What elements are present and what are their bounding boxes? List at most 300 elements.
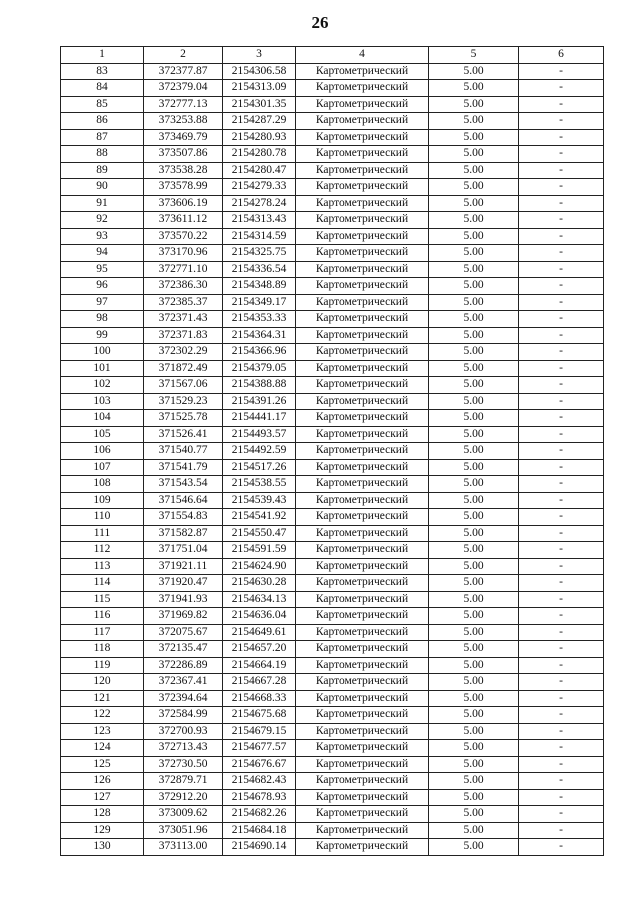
cell-x-coordinate: 373113.00 (144, 839, 223, 856)
table-row (61, 410, 604, 427)
cell-note: - (519, 212, 604, 229)
cell-point-number: 93 (61, 228, 144, 245)
cell-note: - (519, 459, 604, 476)
cell-y-coordinate: 2154314.59 (223, 228, 296, 245)
table-row (61, 179, 604, 196)
cell-note: - (519, 294, 604, 311)
table-row (61, 657, 604, 674)
cell-y-coordinate: 2154313.43 (223, 212, 296, 229)
cell-accuracy: 5.00 (429, 129, 519, 146)
cell-note: - (519, 773, 604, 790)
cell-x-coordinate: 371969.82 (144, 608, 223, 625)
cell-y-coordinate: 2154682.43 (223, 773, 296, 790)
cell-accuracy: 5.00 (429, 674, 519, 691)
cell-note: - (519, 179, 604, 196)
cell-point-number: 129 (61, 822, 144, 839)
cell-method: Картометрический (296, 96, 429, 113)
cell-method: Картометрический (296, 756, 429, 773)
cell-x-coordinate: 373570.22 (144, 228, 223, 245)
cell-x-coordinate: 371554.83 (144, 509, 223, 526)
table-row (61, 162, 604, 179)
cell-point-number: 128 (61, 806, 144, 823)
cell-x-coordinate: 372777.13 (144, 96, 223, 113)
cell-note: - (519, 96, 604, 113)
cell-y-coordinate: 2154541.92 (223, 509, 296, 526)
cell-note: - (519, 360, 604, 377)
cell-method: Картометрический (296, 657, 429, 674)
column-header: 1 (61, 47, 144, 64)
cell-method: Картометрический (296, 492, 429, 509)
cell-x-coordinate: 372584.99 (144, 707, 223, 724)
cell-y-coordinate: 2154280.78 (223, 146, 296, 163)
cell-x-coordinate: 373009.62 (144, 806, 223, 823)
cell-point-number: 87 (61, 129, 144, 146)
cell-note: - (519, 278, 604, 295)
cell-y-coordinate: 2154550.47 (223, 525, 296, 542)
cell-accuracy: 5.00 (429, 476, 519, 493)
cell-method: Картометрический (296, 228, 429, 245)
cell-y-coordinate: 2154379.05 (223, 360, 296, 377)
cell-y-coordinate: 2154348.89 (223, 278, 296, 295)
cell-point-number: 109 (61, 492, 144, 509)
cell-note: - (519, 509, 604, 526)
table-row (61, 525, 604, 542)
cell-note: - (519, 80, 604, 97)
cell-method: Картометрический (296, 344, 429, 361)
cell-x-coordinate: 372385.37 (144, 294, 223, 311)
cell-accuracy: 5.00 (429, 443, 519, 460)
table-row (61, 756, 604, 773)
cell-method: Картометрический (296, 80, 429, 97)
cell-note: - (519, 327, 604, 344)
cell-method: Картометрический (296, 707, 429, 724)
cell-y-coordinate: 2154675.68 (223, 707, 296, 724)
cell-y-coordinate: 2154684.18 (223, 822, 296, 839)
cell-accuracy: 5.00 (429, 113, 519, 130)
cell-note: - (519, 129, 604, 146)
cell-point-number: 122 (61, 707, 144, 724)
cell-accuracy: 5.00 (429, 80, 519, 97)
cell-method: Картометрический (296, 525, 429, 542)
cell-method: Картометрический (296, 740, 429, 757)
cell-accuracy: 5.00 (429, 228, 519, 245)
cell-method: Картометрический (296, 212, 429, 229)
table-row (61, 377, 604, 394)
cell-x-coordinate: 372075.67 (144, 624, 223, 641)
cell-accuracy: 5.00 (429, 492, 519, 509)
table-row (61, 558, 604, 575)
cell-accuracy: 5.00 (429, 608, 519, 625)
table-row (61, 195, 604, 212)
cell-point-number: 130 (61, 839, 144, 856)
cell-note: - (519, 410, 604, 427)
cell-accuracy: 5.00 (429, 591, 519, 608)
cell-method: Картометрический (296, 377, 429, 394)
cell-x-coordinate: 373578.99 (144, 179, 223, 196)
cell-point-number: 91 (61, 195, 144, 212)
cell-point-number: 115 (61, 591, 144, 608)
table-row (61, 740, 604, 757)
cell-point-number: 126 (61, 773, 144, 790)
cell-note: - (519, 624, 604, 641)
cell-point-number: 121 (61, 690, 144, 707)
cell-point-number: 114 (61, 575, 144, 592)
cell-y-coordinate: 2154679.15 (223, 723, 296, 740)
cell-y-coordinate: 2154349.17 (223, 294, 296, 311)
cell-accuracy: 5.00 (429, 96, 519, 113)
cell-x-coordinate: 371567.06 (144, 377, 223, 394)
cell-y-coordinate: 2154667.28 (223, 674, 296, 691)
cell-x-coordinate: 372377.87 (144, 63, 223, 80)
cell-x-coordinate: 371529.23 (144, 393, 223, 410)
cell-point-number: 96 (61, 278, 144, 295)
cell-method: Картометрический (296, 773, 429, 790)
cell-method: Картометрический (296, 690, 429, 707)
cell-note: - (519, 377, 604, 394)
cell-method: Картометрический (296, 410, 429, 427)
cell-method: Картометрический (296, 146, 429, 163)
table-header-row (61, 47, 604, 64)
cell-method: Картометрический (296, 723, 429, 740)
cell-point-number: 98 (61, 311, 144, 328)
cell-note: - (519, 195, 604, 212)
cell-y-coordinate: 2154677.57 (223, 740, 296, 757)
table-row (61, 806, 604, 823)
cell-accuracy: 5.00 (429, 690, 519, 707)
table-row (61, 63, 604, 80)
cell-y-coordinate: 2154682.26 (223, 806, 296, 823)
cell-method: Картометрический (296, 641, 429, 658)
cell-note: - (519, 393, 604, 410)
cell-note: - (519, 674, 604, 691)
cell-x-coordinate: 373253.88 (144, 113, 223, 130)
cell-accuracy: 5.00 (429, 542, 519, 559)
cell-note: - (519, 525, 604, 542)
table-row (61, 624, 604, 641)
table-row (61, 80, 604, 97)
cell-x-coordinate: 371920.47 (144, 575, 223, 592)
table-row (61, 261, 604, 278)
table-row (61, 509, 604, 526)
cell-y-coordinate: 2154664.19 (223, 657, 296, 674)
cell-y-coordinate: 2154678.93 (223, 789, 296, 806)
cell-y-coordinate: 2154391.26 (223, 393, 296, 410)
cell-y-coordinate: 2154493.57 (223, 426, 296, 443)
cell-y-coordinate: 2154306.58 (223, 63, 296, 80)
cell-note: - (519, 228, 604, 245)
cell-note: - (519, 756, 604, 773)
cell-point-number: 124 (61, 740, 144, 757)
cell-method: Картометрический (296, 129, 429, 146)
cell-note: - (519, 443, 604, 460)
cell-note: - (519, 839, 604, 856)
cell-y-coordinate: 2154538.55 (223, 476, 296, 493)
cell-point-number: 84 (61, 80, 144, 97)
cell-accuracy: 5.00 (429, 278, 519, 295)
cell-note: - (519, 261, 604, 278)
cell-note: - (519, 641, 604, 658)
cell-accuracy: 5.00 (429, 641, 519, 658)
cell-accuracy: 5.00 (429, 360, 519, 377)
cell-point-number: 103 (61, 393, 144, 410)
cell-point-number: 99 (61, 327, 144, 344)
cell-point-number: 89 (61, 162, 144, 179)
cell-x-coordinate: 372371.43 (144, 311, 223, 328)
cell-x-coordinate: 371546.64 (144, 492, 223, 509)
table-row (61, 443, 604, 460)
cell-accuracy: 5.00 (429, 261, 519, 278)
table-row (61, 228, 604, 245)
table-row (61, 641, 604, 658)
cell-method: Картометрический (296, 591, 429, 608)
cell-y-coordinate: 2154388.88 (223, 377, 296, 394)
cell-accuracy: 5.00 (429, 806, 519, 823)
cell-method: Картометрический (296, 261, 429, 278)
cell-y-coordinate: 2154492.59 (223, 443, 296, 460)
cell-note: - (519, 723, 604, 740)
cell-x-coordinate: 371526.41 (144, 426, 223, 443)
cell-point-number: 100 (61, 344, 144, 361)
cell-method: Картометрический (296, 608, 429, 625)
cell-x-coordinate: 372135.47 (144, 641, 223, 658)
table-row (61, 146, 604, 163)
cell-note: - (519, 608, 604, 625)
cell-method: Картометрический (296, 113, 429, 130)
cell-note: - (519, 690, 604, 707)
cell-y-coordinate: 2154690.14 (223, 839, 296, 856)
cell-accuracy: 5.00 (429, 212, 519, 229)
cell-accuracy: 5.00 (429, 377, 519, 394)
cell-method: Картометрический (296, 789, 429, 806)
column-header: 4 (296, 47, 429, 64)
cell-method: Картометрический (296, 63, 429, 80)
cell-accuracy: 5.00 (429, 146, 519, 163)
cell-point-number: 119 (61, 657, 144, 674)
table-row (61, 294, 604, 311)
table-row (61, 492, 604, 509)
cell-method: Картометрический (296, 179, 429, 196)
cell-x-coordinate: 373051.96 (144, 822, 223, 839)
cell-accuracy: 5.00 (429, 459, 519, 476)
cell-method: Картометрический (296, 278, 429, 295)
column-header: 6 (519, 47, 604, 64)
cell-y-coordinate: 2154668.33 (223, 690, 296, 707)
cell-x-coordinate: 373507.86 (144, 146, 223, 163)
cell-y-coordinate: 2154301.35 (223, 96, 296, 113)
table-row (61, 707, 604, 724)
table-row (61, 278, 604, 295)
cell-note: - (519, 492, 604, 509)
cell-x-coordinate: 373611.12 (144, 212, 223, 229)
cell-y-coordinate: 2154676.67 (223, 756, 296, 773)
cell-method: Картометрический (296, 162, 429, 179)
cell-accuracy: 5.00 (429, 822, 519, 839)
cell-y-coordinate: 2154287.29 (223, 113, 296, 130)
cell-y-coordinate: 2154336.54 (223, 261, 296, 278)
cell-x-coordinate: 372713.43 (144, 740, 223, 757)
cell-x-coordinate: 371525.78 (144, 410, 223, 427)
cell-x-coordinate: 372700.93 (144, 723, 223, 740)
cell-accuracy: 5.00 (429, 558, 519, 575)
cell-x-coordinate: 371941.93 (144, 591, 223, 608)
cell-method: Картометрический (296, 476, 429, 493)
cell-accuracy: 5.00 (429, 294, 519, 311)
cell-accuracy: 5.00 (429, 525, 519, 542)
cell-note: - (519, 789, 604, 806)
cell-point-number: 117 (61, 624, 144, 641)
table-row (61, 113, 604, 130)
cell-y-coordinate: 2154280.47 (223, 162, 296, 179)
cell-x-coordinate: 372302.29 (144, 344, 223, 361)
cell-y-coordinate: 2154325.75 (223, 245, 296, 262)
cell-y-coordinate: 2154624.90 (223, 558, 296, 575)
cell-accuracy: 5.00 (429, 426, 519, 443)
cell-x-coordinate: 371541.79 (144, 459, 223, 476)
cell-accuracy: 5.00 (429, 723, 519, 740)
cell-method: Картометрический (296, 509, 429, 526)
cell-y-coordinate: 2154364.31 (223, 327, 296, 344)
cell-x-coordinate: 372912.20 (144, 789, 223, 806)
table-row (61, 690, 604, 707)
cell-note: - (519, 806, 604, 823)
cell-accuracy: 5.00 (429, 789, 519, 806)
table-row (61, 129, 604, 146)
cell-x-coordinate: 372730.50 (144, 756, 223, 773)
table-row (61, 575, 604, 592)
cell-point-number: 102 (61, 377, 144, 394)
cell-y-coordinate: 2154636.04 (223, 608, 296, 625)
cell-x-coordinate: 371543.54 (144, 476, 223, 493)
cell-note: - (519, 63, 604, 80)
cell-x-coordinate: 371540.77 (144, 443, 223, 460)
column-header: 5 (429, 47, 519, 64)
table-row (61, 327, 604, 344)
table-row (61, 393, 604, 410)
table-row (61, 459, 604, 476)
cell-point-number: 112 (61, 542, 144, 559)
table-row (61, 674, 604, 691)
cell-note: - (519, 707, 604, 724)
cell-accuracy: 5.00 (429, 839, 519, 856)
table-row (61, 839, 604, 856)
cell-accuracy: 5.00 (429, 575, 519, 592)
cell-x-coordinate: 372879.71 (144, 773, 223, 790)
cell-x-coordinate: 372367.41 (144, 674, 223, 691)
cell-y-coordinate: 2154278.24 (223, 195, 296, 212)
table-row (61, 426, 604, 443)
cell-point-number: 85 (61, 96, 144, 113)
cell-y-coordinate: 2154313.09 (223, 80, 296, 97)
cell-accuracy: 5.00 (429, 63, 519, 80)
column-header: 2 (144, 47, 223, 64)
table-row (61, 344, 604, 361)
cell-x-coordinate: 372286.89 (144, 657, 223, 674)
cell-y-coordinate: 2154280.93 (223, 129, 296, 146)
cell-accuracy: 5.00 (429, 195, 519, 212)
cell-method: Картометрический (296, 558, 429, 575)
cell-point-number: 86 (61, 113, 144, 130)
cell-accuracy: 5.00 (429, 393, 519, 410)
cell-y-coordinate: 2154517.26 (223, 459, 296, 476)
cell-method: Картометрический (296, 459, 429, 476)
cell-method: Картометрический (296, 624, 429, 641)
cell-point-number: 113 (61, 558, 144, 575)
cell-point-number: 101 (61, 360, 144, 377)
cell-y-coordinate: 2154366.96 (223, 344, 296, 361)
cell-method: Картометрический (296, 294, 429, 311)
cell-point-number: 107 (61, 459, 144, 476)
table-row (61, 96, 604, 113)
cell-method: Картометрический (296, 311, 429, 328)
cell-note: - (519, 740, 604, 757)
cell-y-coordinate: 2154634.13 (223, 591, 296, 608)
table-row (61, 212, 604, 229)
cell-accuracy: 5.00 (429, 773, 519, 790)
table-row (61, 789, 604, 806)
table-row (61, 822, 604, 839)
cell-y-coordinate: 2154441.17 (223, 410, 296, 427)
cell-point-number: 118 (61, 641, 144, 658)
cell-point-number: 123 (61, 723, 144, 740)
cell-method: Картометрический (296, 245, 429, 262)
table-body (61, 63, 604, 855)
cell-y-coordinate: 2154591.59 (223, 542, 296, 559)
cell-note: - (519, 657, 604, 674)
cell-accuracy: 5.00 (429, 740, 519, 757)
cell-x-coordinate: 372386.30 (144, 278, 223, 295)
coordinates-table (60, 46, 604, 856)
cell-note: - (519, 311, 604, 328)
cell-accuracy: 5.00 (429, 624, 519, 641)
cell-note: - (519, 162, 604, 179)
cell-method: Картометрический (296, 426, 429, 443)
cell-y-coordinate: 2154649.61 (223, 624, 296, 641)
table-row (61, 476, 604, 493)
cell-point-number: 105 (61, 426, 144, 443)
cell-note: - (519, 558, 604, 575)
cell-note: - (519, 591, 604, 608)
cell-point-number: 108 (61, 476, 144, 493)
cell-note: - (519, 146, 604, 163)
cell-point-number: 116 (61, 608, 144, 625)
column-header: 3 (223, 47, 296, 64)
cell-point-number: 110 (61, 509, 144, 526)
cell-x-coordinate: 372771.10 (144, 261, 223, 278)
cell-point-number: 125 (61, 756, 144, 773)
cell-point-number: 95 (61, 261, 144, 278)
table-row (61, 311, 604, 328)
cell-accuracy: 5.00 (429, 707, 519, 724)
table-row (61, 723, 604, 740)
cell-accuracy: 5.00 (429, 657, 519, 674)
cell-method: Картометрический (296, 195, 429, 212)
cell-point-number: 127 (61, 789, 144, 806)
cell-x-coordinate: 372379.04 (144, 80, 223, 97)
cell-y-coordinate: 2154630.28 (223, 575, 296, 592)
cell-point-number: 88 (61, 146, 144, 163)
cell-method: Картометрический (296, 575, 429, 592)
cell-point-number: 83 (61, 63, 144, 80)
cell-point-number: 92 (61, 212, 144, 229)
cell-note: - (519, 476, 604, 493)
page-number: 26 (311, 13, 329, 32)
cell-note: - (519, 822, 604, 839)
cell-method: Картометрический (296, 839, 429, 856)
cell-x-coordinate: 372371.83 (144, 327, 223, 344)
cell-x-coordinate: 371582.87 (144, 525, 223, 542)
cell-method: Картометрический (296, 360, 429, 377)
table-row (61, 360, 604, 377)
